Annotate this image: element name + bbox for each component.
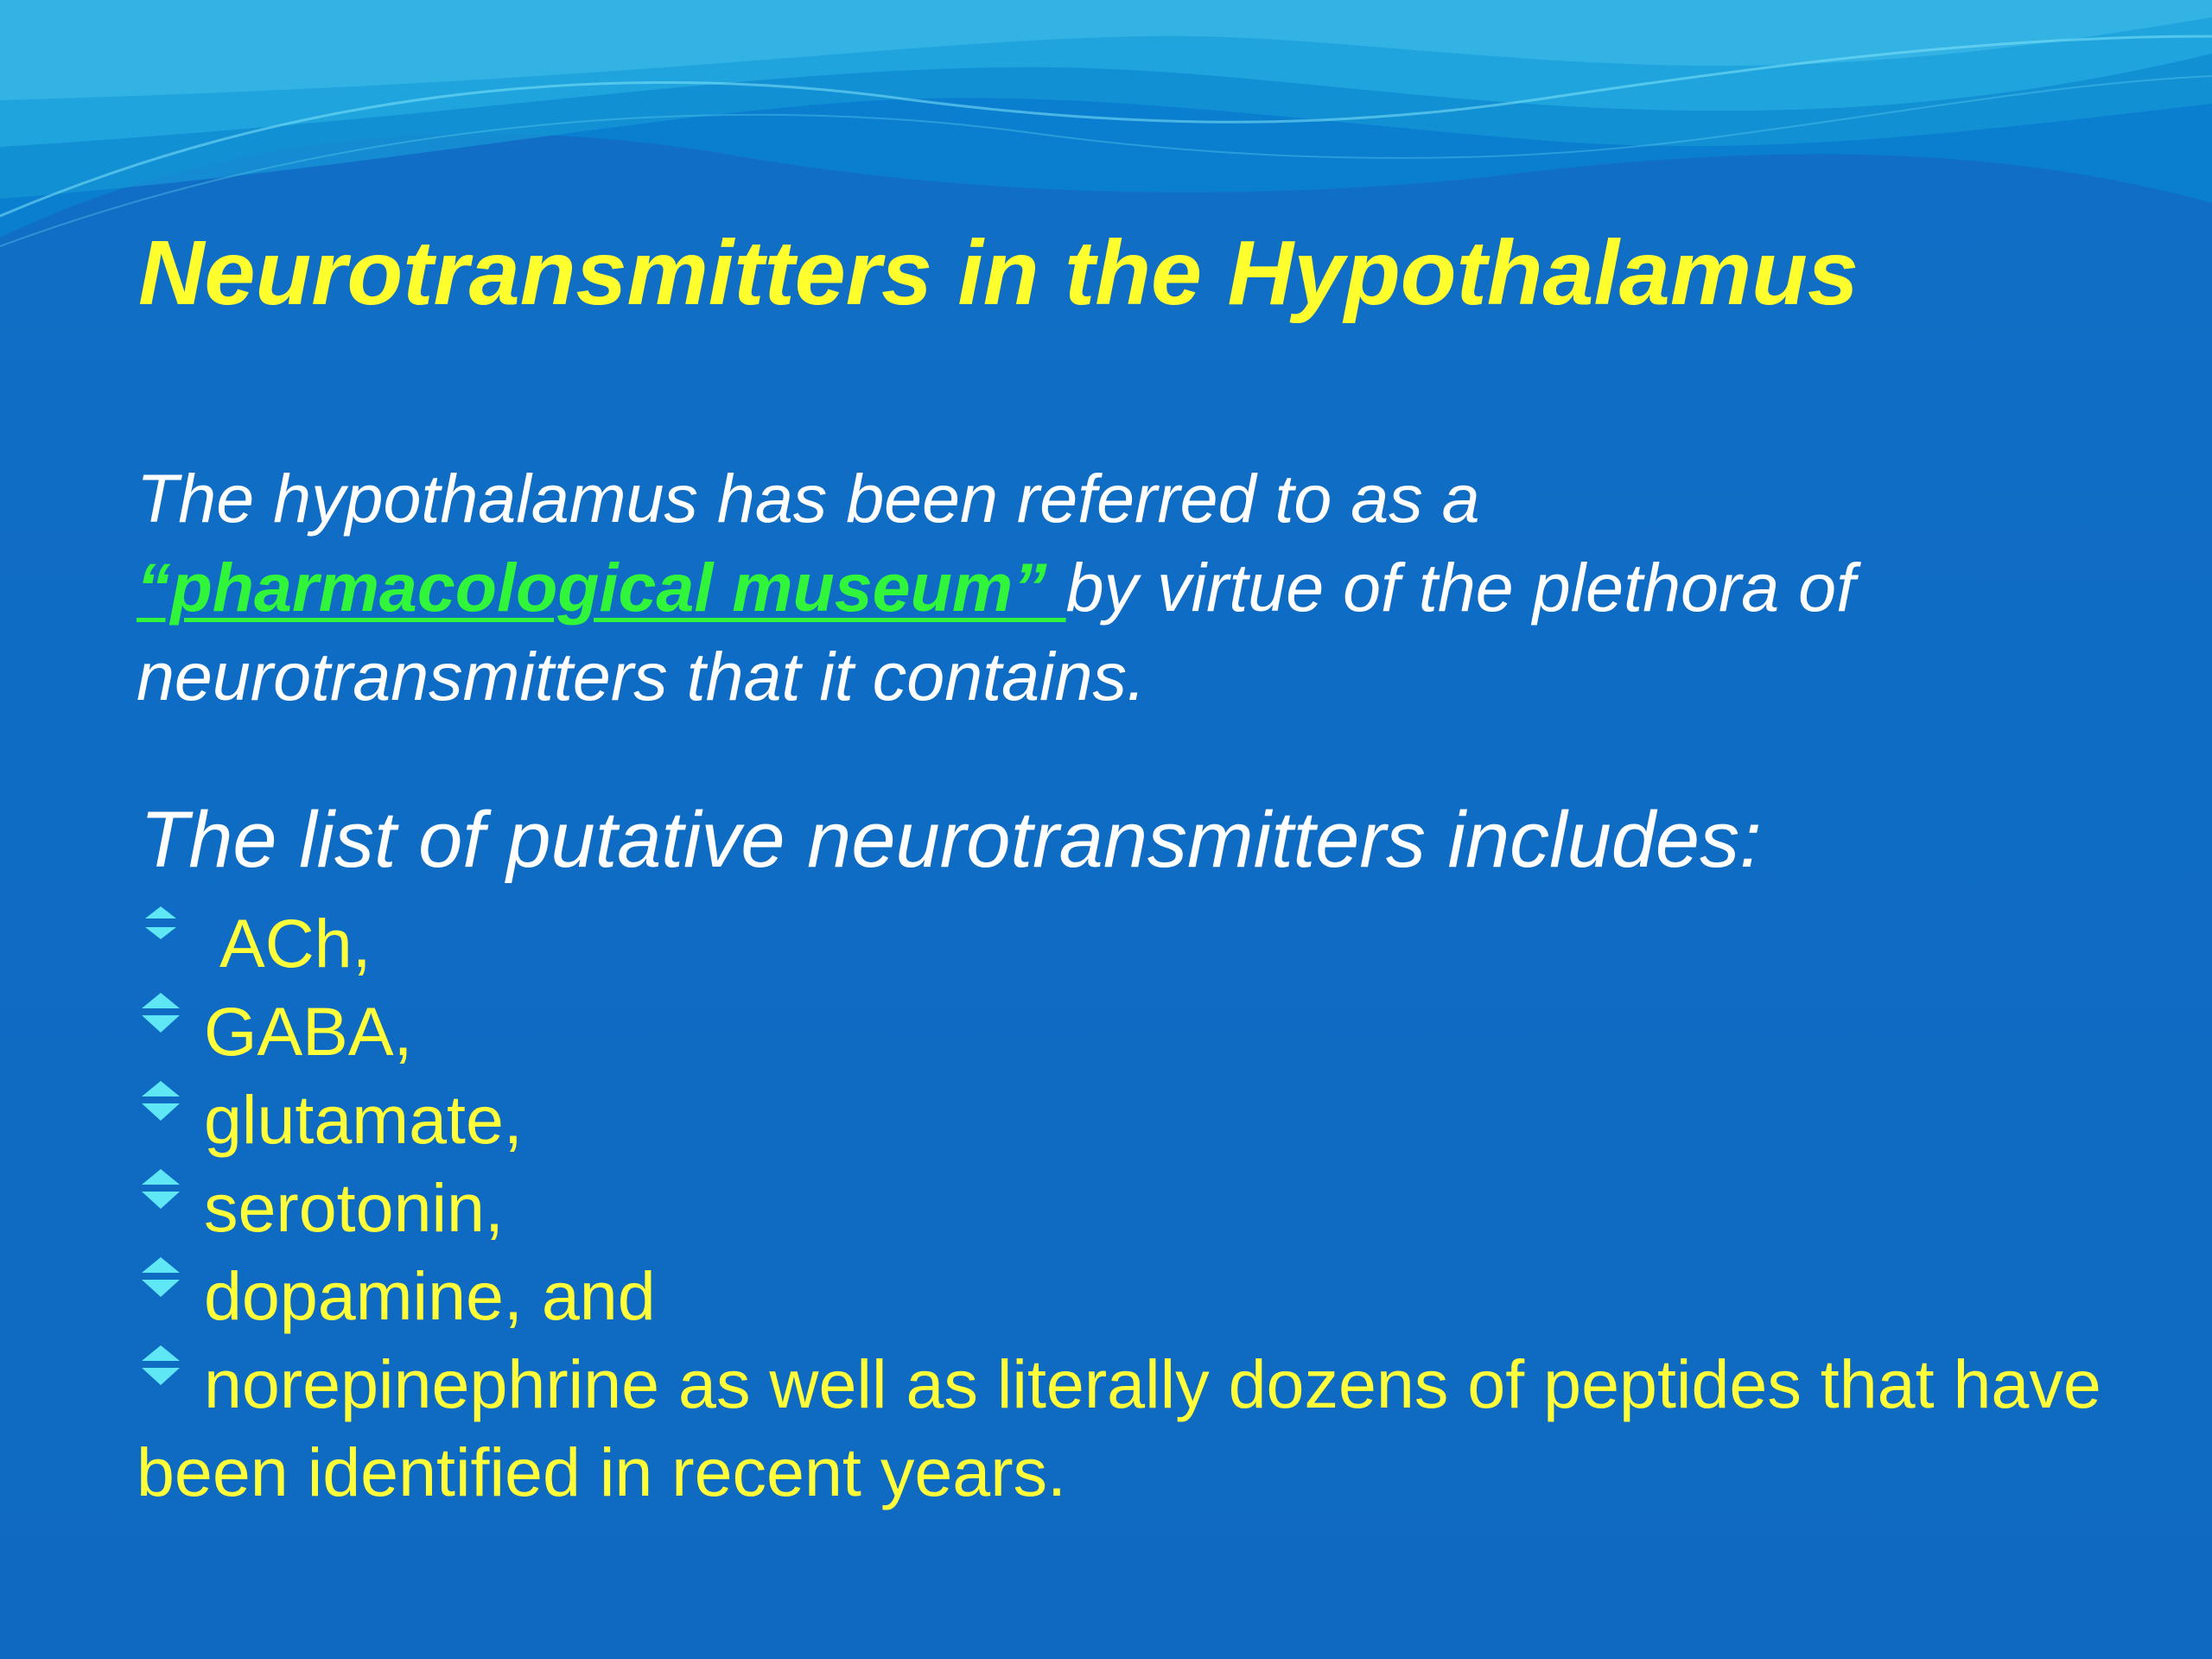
intro-text-before-quote: The hypothalamus has been referred to as a xyxy=(137,460,1480,537)
list-item-text: norepinephrine as well as literally dozens of peptides that have been identified in recent years. xyxy=(137,1345,2101,1510)
intro-paragraph xyxy=(137,454,2124,721)
list-item-text: glutamate, xyxy=(204,1081,523,1158)
slide-title: Neurotransmitters in the Hypothalamus xyxy=(138,222,1859,324)
list-item-text: serotonin, xyxy=(204,1169,504,1246)
list-lead-text: The list of putative neurotransmitters includes: xyxy=(140,796,1762,884)
list-item xyxy=(137,988,2124,1076)
pharmacological-museum-quote: “pharmacological museum” xyxy=(137,549,1066,626)
intro-text-after-quote: by virtue of the plethora of neurotransmitters that it contains. xyxy=(137,549,1856,715)
list-item-text: GABA, xyxy=(204,993,413,1070)
up-down-diamond-bullet-icon xyxy=(137,1252,185,1306)
up-down-diamond-bullet-icon xyxy=(137,899,185,953)
list-item-text: dopamine, and xyxy=(204,1257,656,1334)
up-down-diamond-bullet-icon xyxy=(137,1076,185,1129)
list-item xyxy=(137,1164,2124,1252)
list-item xyxy=(137,1340,2124,1516)
list-item xyxy=(137,1076,2124,1164)
list-item xyxy=(137,899,2124,988)
neurotransmitter-list xyxy=(137,899,2124,1516)
list-item xyxy=(137,1252,2124,1340)
up-down-diamond-bullet-icon xyxy=(137,988,185,1041)
up-down-diamond-bullet-icon xyxy=(137,1164,185,1217)
up-down-diamond-bullet-icon xyxy=(137,1340,185,1394)
list-item-text: ACh, xyxy=(219,905,372,982)
